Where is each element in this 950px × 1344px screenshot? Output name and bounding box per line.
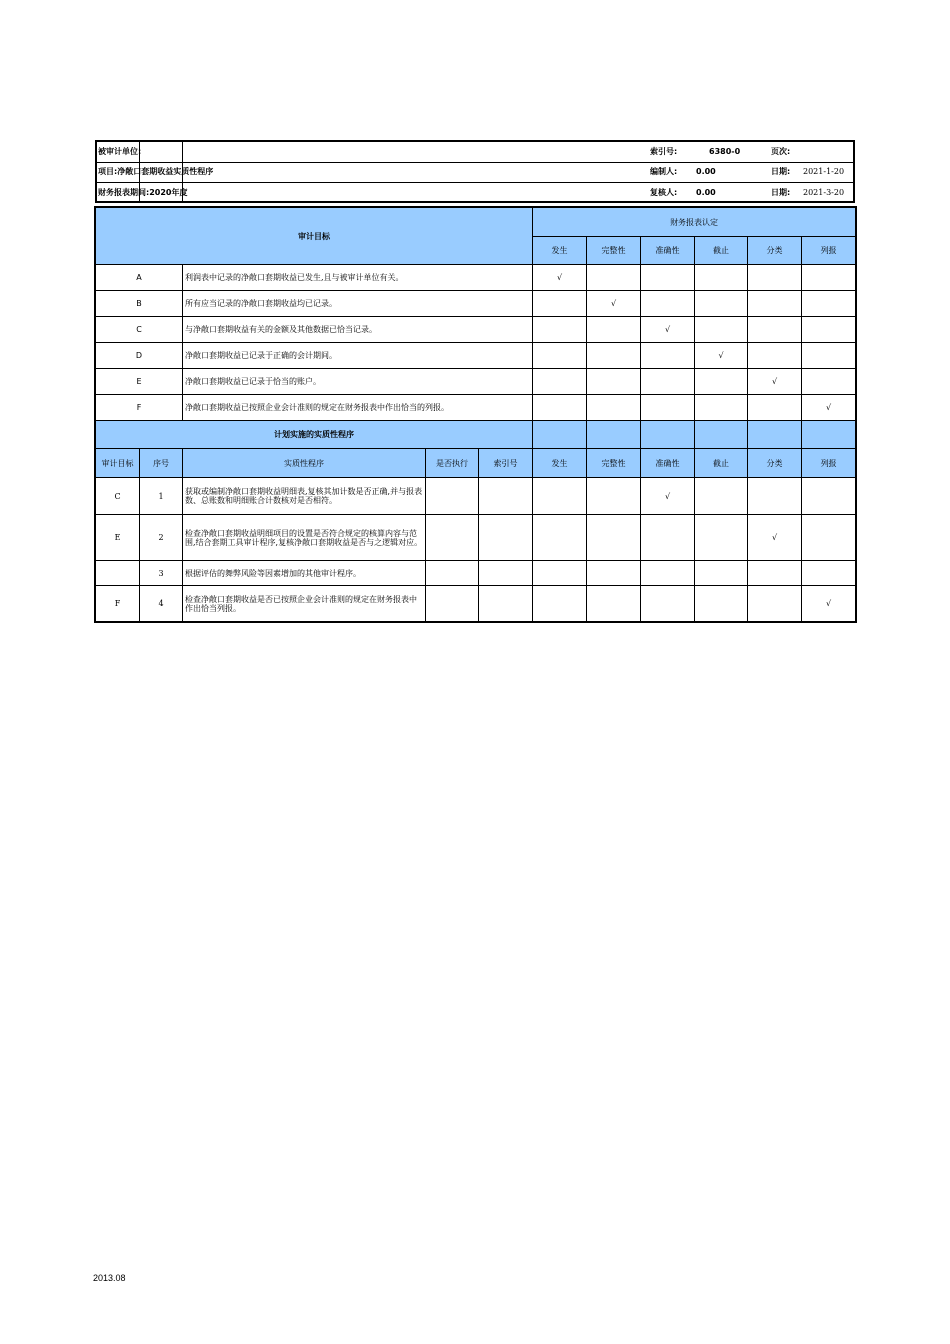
- date2-label: 日期:: [771, 188, 791, 197]
- table-row: [96, 586, 856, 622]
- check-mark: [695, 478, 748, 515]
- procedure-objective: [96, 561, 140, 586]
- check-mark: [802, 478, 856, 515]
- check-mark: [587, 586, 641, 622]
- version-footer: 2013.08: [93, 1273, 126, 1283]
- column-header: 实质性程序: [183, 449, 426, 478]
- check-mark: [641, 515, 695, 561]
- check-mark: [802, 265, 856, 291]
- table-row: [96, 561, 856, 586]
- procedure-executed[interactable]: [426, 561, 479, 586]
- column-header: 列报: [802, 449, 856, 478]
- check-mark: [695, 291, 748, 317]
- procedure-text: 检查净敞口套期收益明细项目的设置是否符合规定的核算内容与范围,结合套期工具审计程序,复核净敞口套期收益是否与之逻辑对应。: [183, 515, 426, 561]
- header-divider: [97, 182, 853, 183]
- check-mark: [533, 515, 587, 561]
- objectives-title: 审计目标: [96, 208, 533, 265]
- check-mark: [695, 395, 748, 421]
- check-mark: √: [695, 343, 748, 369]
- table-row: [96, 515, 856, 561]
- assertion-header: 分类: [748, 237, 802, 265]
- audit-program-table: [95, 207, 856, 622]
- index-label: 索引号:: [650, 147, 678, 156]
- table-row: [96, 395, 856, 421]
- objective-text: 与净敞口套期收益有关的金额及其他数据已恰当记录。: [183, 317, 533, 343]
- check-mark: [533, 395, 587, 421]
- check-mark: [695, 515, 748, 561]
- procedure-index[interactable]: [479, 561, 533, 586]
- audited-unit-label: 被审计单位:: [98, 147, 142, 156]
- objective-text: 净敞口套期收益已按照企业会计准则的规定在财务报表中作出恰当的列报。: [183, 395, 533, 421]
- objective-text: 所有应当记录的净敞口套期收益均已记录。: [183, 291, 533, 317]
- check-mark: [641, 369, 695, 395]
- check-mark: [695, 369, 748, 395]
- check-mark: [641, 291, 695, 317]
- check-mark: [641, 395, 695, 421]
- check-mark: [587, 343, 641, 369]
- check-mark: [802, 369, 856, 395]
- assertion-header: 截止: [695, 237, 748, 265]
- date1-label: 日期:: [771, 167, 791, 176]
- procedure-text: 检查净敞口套期收益是否已按照企业会计准则的规定在财务报表中作出恰当列报。: [183, 586, 426, 622]
- objective-text: 净敞口套期收益已记录于正确的会计期间。: [183, 343, 533, 369]
- check-mark: [641, 265, 695, 291]
- check-mark: [533, 369, 587, 395]
- column-header: 索引号: [479, 449, 533, 478]
- check-mark: [802, 317, 856, 343]
- reviewer-value: 0.00: [696, 188, 716, 197]
- check-mark: √: [641, 317, 695, 343]
- column-header: 分类: [748, 449, 802, 478]
- procedure-index[interactable]: [479, 478, 533, 515]
- procedure-seq: 4: [140, 586, 183, 622]
- column-header: 截止: [695, 449, 748, 478]
- check-mark: [641, 586, 695, 622]
- procedures-title: 计划实施的实质性程序: [96, 421, 533, 449]
- check-mark: [587, 395, 641, 421]
- check-mark: [802, 343, 856, 369]
- check-mark: [533, 561, 587, 586]
- procedure-seq: 3: [140, 561, 183, 586]
- table-row: [96, 369, 856, 395]
- procedure-objective: C: [96, 478, 140, 515]
- check-mark: [641, 561, 695, 586]
- check-mark: [533, 586, 587, 622]
- assertion-header: 完整性: [587, 237, 641, 265]
- assertion-header: 列报: [802, 237, 856, 265]
- procedure-executed[interactable]: [426, 586, 479, 622]
- check-mark: √: [802, 395, 856, 421]
- check-mark: √: [641, 478, 695, 515]
- objective-code: C: [96, 317, 183, 343]
- objective-code: F: [96, 395, 183, 421]
- objective-code: A: [96, 265, 183, 291]
- check-mark: [587, 369, 641, 395]
- assertion-header: 准确性: [641, 237, 695, 265]
- index-value: 6380-0: [709, 147, 741, 156]
- check-mark: [802, 291, 856, 317]
- check-mark: [587, 265, 641, 291]
- date2-value: 2021-3-20: [803, 188, 845, 197]
- check-mark: √: [802, 586, 856, 622]
- preparer-label: 编制人:: [650, 167, 678, 176]
- check-mark: √: [533, 265, 587, 291]
- procedure-objective: E: [96, 515, 140, 561]
- objective-code: E: [96, 369, 183, 395]
- procedure-text: 根据评估的舞弊风险等因素增加的其他审计程序。: [183, 561, 426, 586]
- procedure-executed[interactable]: [426, 515, 479, 561]
- column-header: 序号: [140, 449, 183, 478]
- check-mark: [533, 317, 587, 343]
- date1-value: 2021-1-20: [803, 167, 845, 176]
- assertion-header: 发生: [533, 237, 587, 265]
- project-label: 项目:净敞口套期收益实质性程序: [98, 167, 214, 176]
- check-mark: [748, 395, 802, 421]
- column-header: 审计目标: [96, 449, 140, 478]
- procedure-text: 获取或编制净敞口套期收益明细表,复核其加计数是否正确,并与报表数、总账数和明细账合计数核对是否相符。: [183, 478, 426, 515]
- check-mark: √: [587, 291, 641, 317]
- column-header: 完整性: [587, 449, 641, 478]
- objective-code: D: [96, 343, 183, 369]
- reviewer-label: 复核人:: [650, 188, 678, 197]
- procedure-seq: 2: [140, 515, 183, 561]
- check-mark: [533, 291, 587, 317]
- check-mark: √: [748, 369, 802, 395]
- check-mark: [748, 478, 802, 515]
- check-mark: [587, 317, 641, 343]
- check-mark: [695, 265, 748, 291]
- procedure-objective: F: [96, 586, 140, 622]
- check-mark: [748, 317, 802, 343]
- check-mark: [748, 291, 802, 317]
- check-mark: [748, 343, 802, 369]
- check-mark: √: [748, 515, 802, 561]
- column-header: 发生: [533, 449, 587, 478]
- check-mark: [802, 561, 856, 586]
- procedure-index[interactable]: [479, 586, 533, 622]
- table-row: [96, 478, 856, 515]
- objective-code: B: [96, 291, 183, 317]
- check-mark: [533, 478, 587, 515]
- check-mark: [748, 561, 802, 586]
- assertions-title: 财务报表认定: [533, 208, 856, 237]
- preparer-value: 0.00: [696, 167, 716, 176]
- column-header: 准确性: [641, 449, 695, 478]
- table-row: [96, 317, 856, 343]
- check-mark: [533, 343, 587, 369]
- check-mark: [641, 343, 695, 369]
- period-label: 财务报表期间:2020年度: [98, 188, 188, 197]
- objective-text: 利润表中记录的净敞口套期收益已发生,且与被审计单位有关。: [183, 265, 533, 291]
- check-mark: [695, 317, 748, 343]
- procedure-executed[interactable]: [426, 478, 479, 515]
- procedure-index[interactable]: [479, 515, 533, 561]
- table-row: [96, 343, 856, 369]
- check-mark: [748, 586, 802, 622]
- check-mark: [748, 265, 802, 291]
- page-label: 页次:: [771, 147, 791, 156]
- table-row: [96, 291, 856, 317]
- check-mark: [587, 515, 641, 561]
- objective-text: 净敞口套期收益已记录于恰当的账户。: [183, 369, 533, 395]
- procedure-seq: 1: [140, 478, 183, 515]
- check-mark: [695, 561, 748, 586]
- header-divider: [97, 162, 853, 163]
- check-mark: [802, 515, 856, 561]
- check-mark: [695, 586, 748, 622]
- header-block: [95, 140, 855, 203]
- check-mark: [587, 561, 641, 586]
- check-mark: [587, 478, 641, 515]
- column-header: 是否执行: [426, 449, 479, 478]
- table-row: [96, 265, 856, 291]
